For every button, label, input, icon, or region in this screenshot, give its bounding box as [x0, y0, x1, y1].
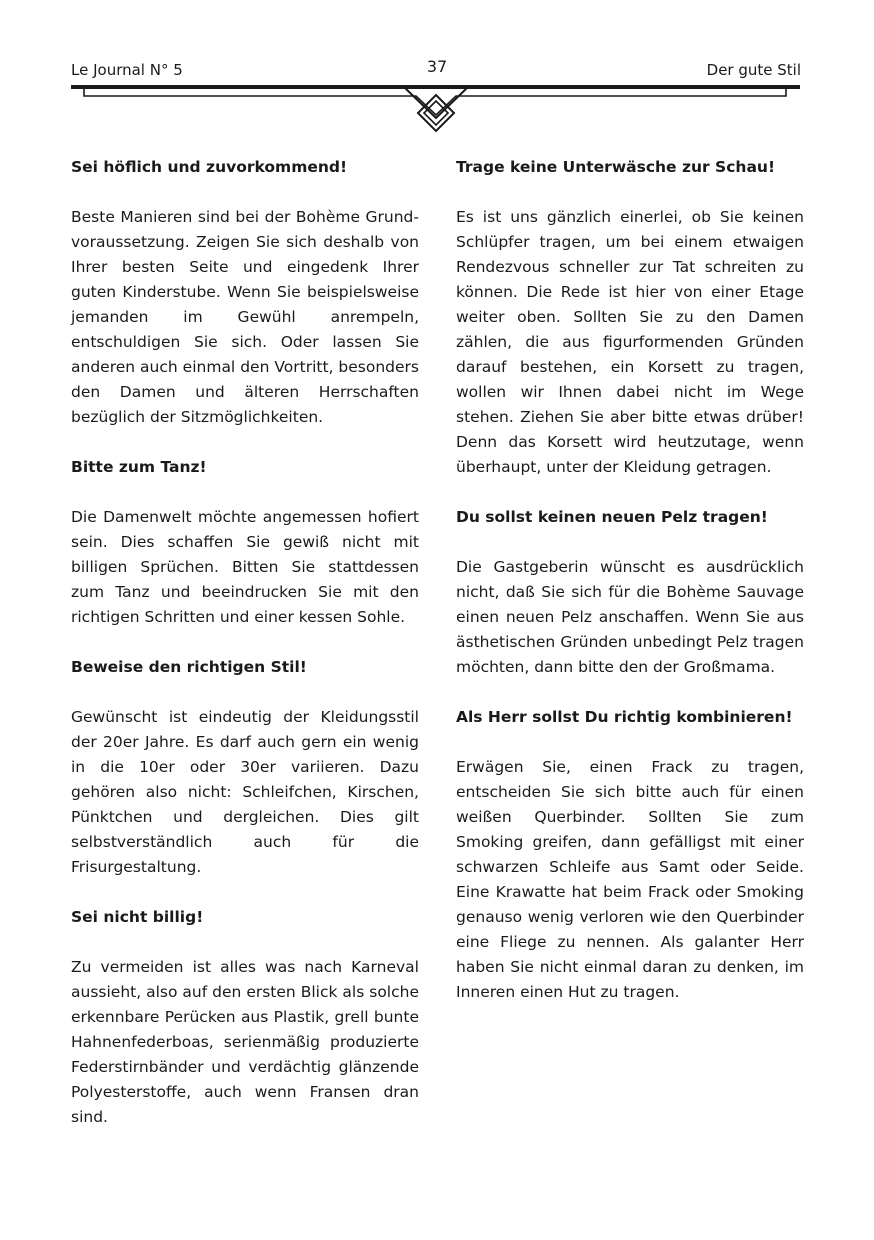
section-heading: Trage keine Unterwäsche zur Schau!	[456, 158, 776, 176]
section-pelz	[456, 505, 804, 680]
section-heading: Als Herr sollst Du richtig kombinieren!	[456, 708, 793, 726]
section-heading: Du sollst keinen neuen Pelz tragen!	[456, 508, 768, 526]
header-left: Le Journal N° 5	[71, 61, 183, 79]
section-stil	[71, 655, 419, 880]
section-body: Die Damenwelt möchte angemessen hofiert sein. Dies schaffen Sie gewiß nicht mit billigen Sprüchen. Bitten Sie stattdessen zum Tanz und beeindrucken Sie mit den richtigen Schritten und einer kessen Sohle.	[71, 508, 419, 626]
section-body: Gewünscht ist eindeutig der Kleidungsstil der 20er Jahre. Es darf auch gern ein wenig in die 10er oder 30er variieren. Dazu gehören also nicht: Schleifchen, Kirschen, Pünktchen und dergleichen. Dies gilt selbstverständlich auch für die Frisurgestaltung.	[71, 708, 419, 876]
section-heading: Bitte zum Tanz!	[71, 458, 207, 476]
section-body: Zu vermeiden ist alles was nach Karneval aussieht, also auf den ersten Blick als solche erkennbare Perücken aus Plastik, grell bunte Hahnenfederboas, serienmäßig produzierte Federstirnbänder und verdächtig glänzende Polyesterstoffe, auch wenn Fransen dran sind.	[71, 958, 419, 1126]
section-hoeflich	[71, 155, 419, 430]
section-herr	[456, 705, 804, 1005]
art-deco-ornament-icon	[0, 0, 874, 140]
section-heading: Sei nicht billig!	[71, 908, 204, 926]
section-unterwaesche	[456, 155, 804, 480]
left-column	[71, 155, 419, 1155]
section-tanz	[71, 455, 419, 630]
section-body: Erwägen Sie, einen Frack zu tragen, entscheiden Sie sich bitte auch für einen weißen Querbinder. Sollten Sie zum Smoking greifen, dann gefälligst mit einer schwarzen Schleife aus Samt oder Seide. Eine Krawatte hat beim Frack oder Smoking genauso wenig verloren wie den Querbinder eine Fliege zu nennen. Als galanter Herr haben Sie nicht einmal daran zu denken, im Inneren einen Hut zu tragen.	[456, 758, 804, 1001]
section-body: Es ist uns gänzlich einerlei, ob Sie keinen Schlüpfer tragen, um bei einem etwaigen Rendezvous schneller zur Tat schreiten zu können. Die Rede ist hier von einer Etage weiter oben. Sollten Sie zu den Damen zählen, die aus figurformenden Gründen darauf bestehen, ein Korsett zu tragen, wollen wir Ihnen dabei nicht im Wege stehen. Ziehen Sie aber bitte etwas drüber! Denn das Korsett wird heutzutage, wenn überhaupt, unter der Kleidung getragen.	[456, 208, 804, 476]
right-column	[456, 155, 804, 1030]
section-heading: Beweise den richtigen Stil!	[71, 658, 307, 676]
section-body: Die Gastgeberin wünscht es ausdrücklich nicht, daß Sie sich für die Bohème Sauvage einen neuen Pelz anschaffen. Wenn Sie aus ästhetischen Gründen unbedingt Pelz tragen möchten, dann bitte den der Großmama.	[456, 558, 804, 676]
section-heading: Sei höflich und zuvorkommend!	[71, 158, 348, 176]
section-billig	[71, 905, 419, 1130]
header-right: Der gute Stil	[706, 61, 801, 79]
section-body: Beste Manieren sind bei der Bohème Grundvoraussetzung. Zeigen Sie sich deshalb von Ihrer besten Seite und eingedenk Ihrer guten Kinderstube. Wenn Sie beispielsweise jemanden im Gewühl anrempeln, entschuldigen Sie sich. Oder lassen Sie anderen auch einmal den Vortritt, besonders den Damen und älteren Herrschaften bezüglich der Sitzmöglichkeiten.	[71, 208, 419, 426]
page-number: 37	[426, 57, 448, 76]
